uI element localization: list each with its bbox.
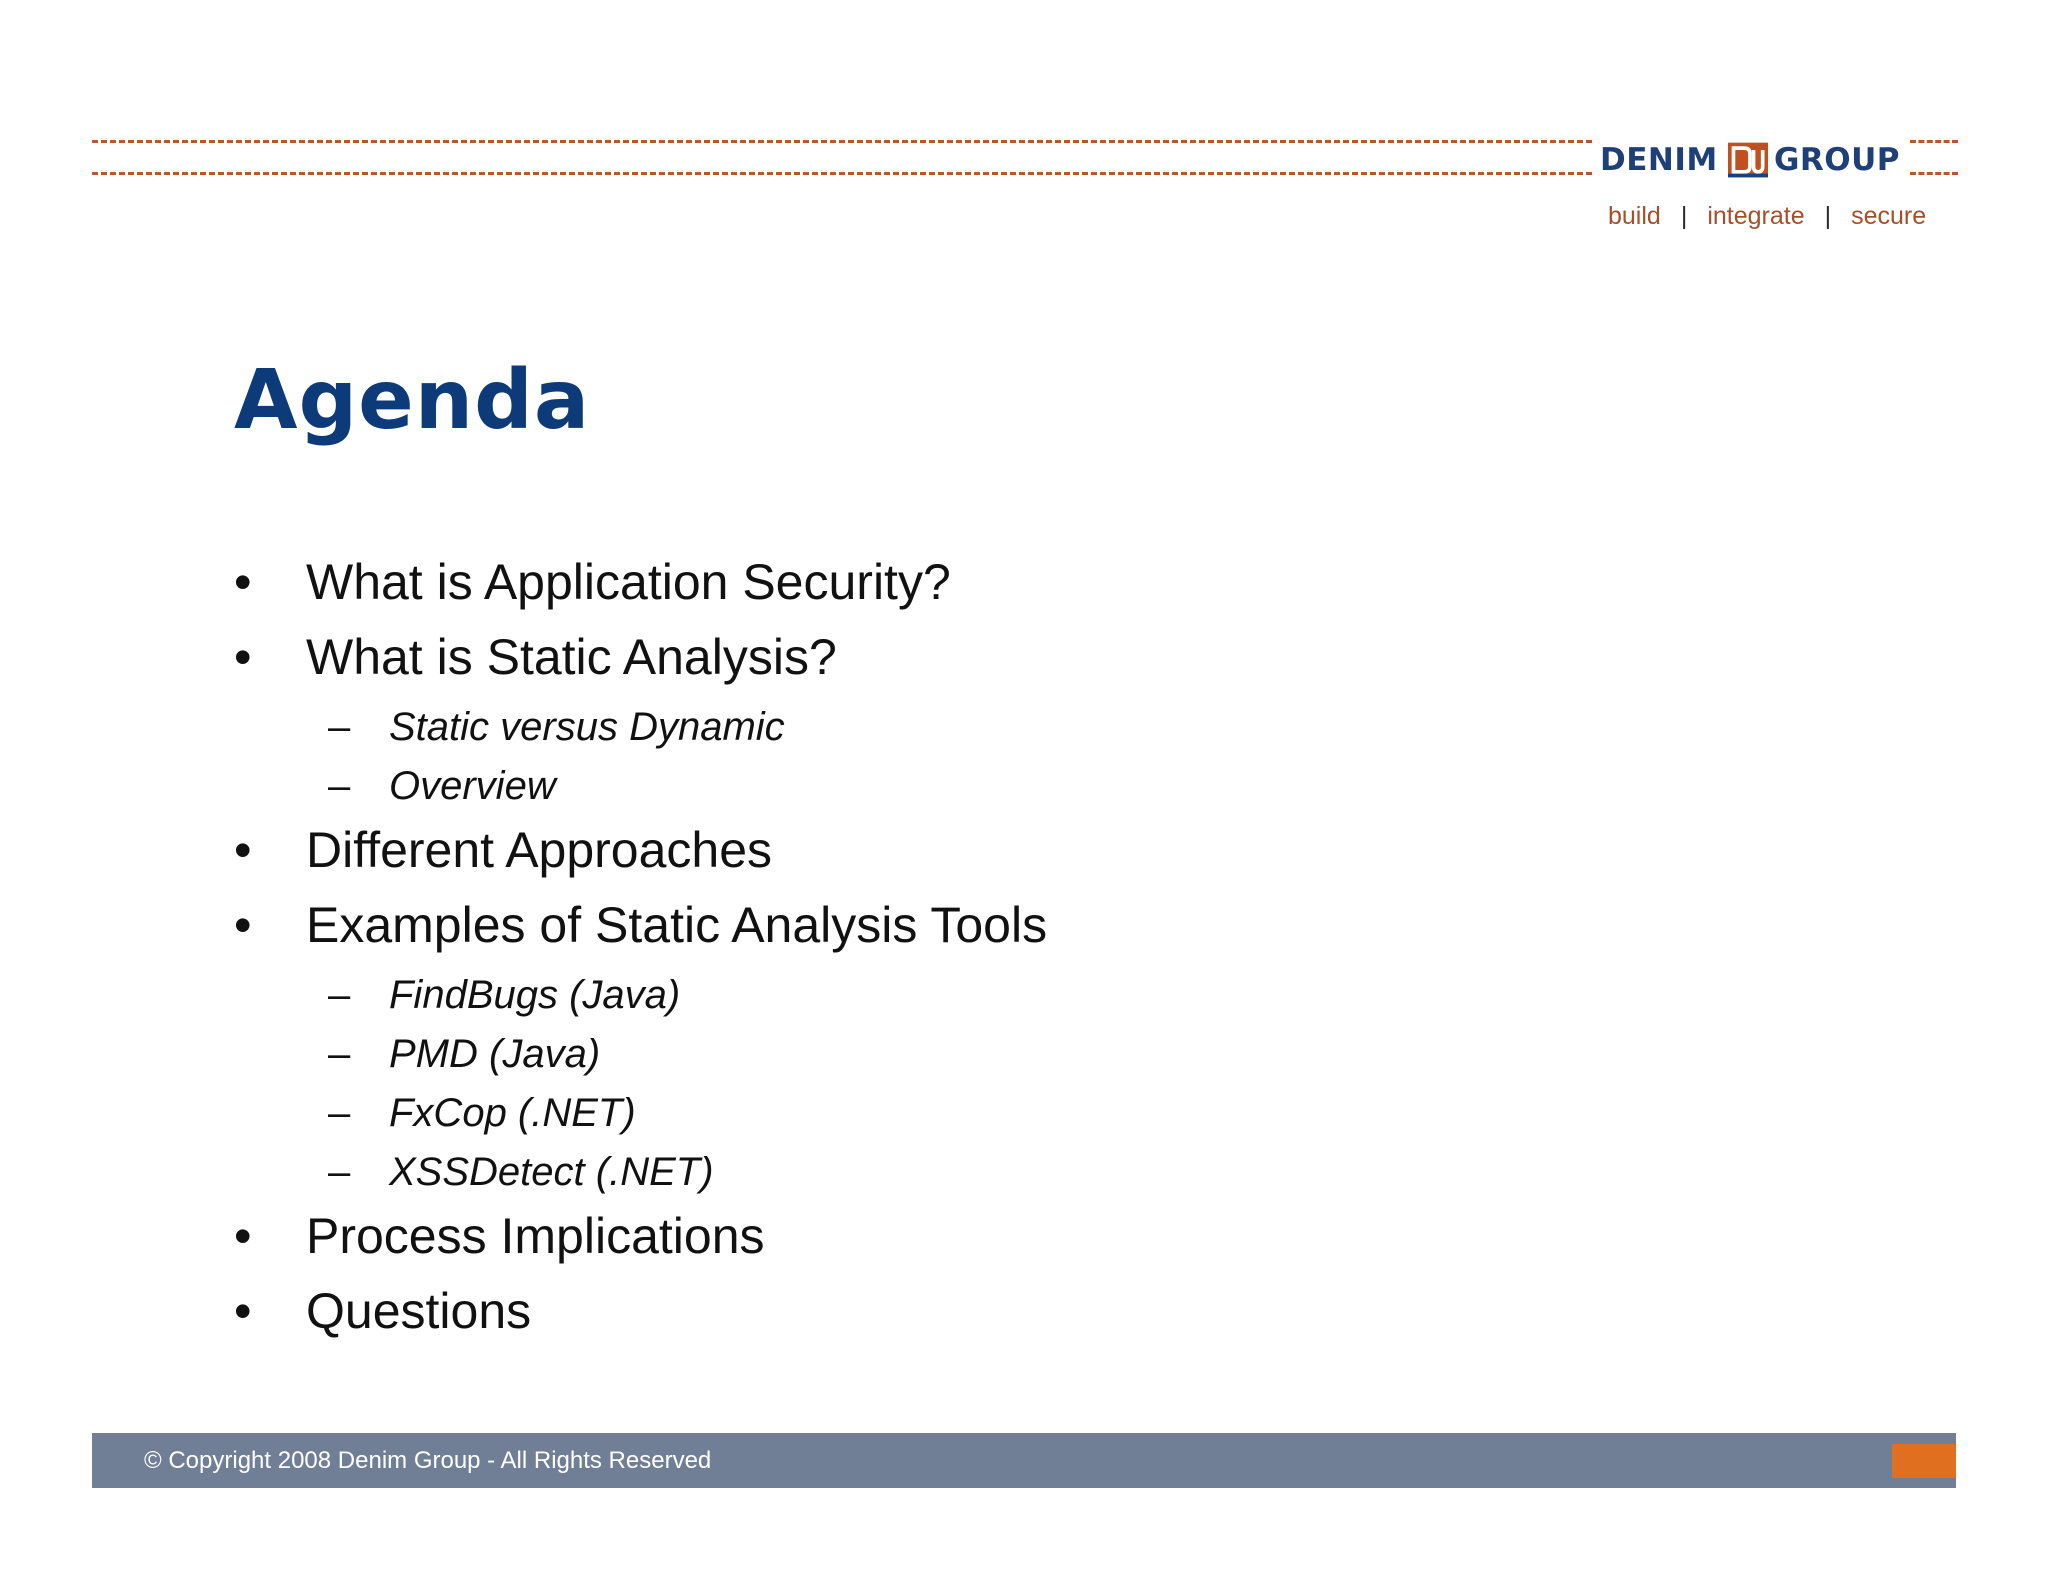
agenda-subitem xyxy=(234,970,1434,1029)
agenda-subitem xyxy=(234,702,1434,761)
dash-icon: – xyxy=(328,764,351,808)
agenda-subitem xyxy=(234,1088,1434,1147)
agenda-subitem-text: Overview xyxy=(389,764,556,808)
agenda-item-text: Questions xyxy=(306,1283,532,1339)
agenda-item-text: What is Static Analysis? xyxy=(306,629,837,685)
agenda-item-text: Different Approaches xyxy=(306,822,773,878)
bullet-icon: • xyxy=(234,897,252,953)
agenda-item xyxy=(234,1206,1434,1281)
agenda-subitem-text: FxCop (.NET) xyxy=(389,1091,636,1135)
denim-group-logo-icon xyxy=(1728,141,1768,179)
agenda-item xyxy=(234,820,1434,895)
tagline-integrate: integrate xyxy=(1707,201,1805,230)
header-rule-top xyxy=(92,140,1592,143)
agenda-item-text: Process Implications xyxy=(306,1208,765,1264)
footer-accent-block xyxy=(1892,1444,1956,1478)
agenda-subitem-text: PMD (Java) xyxy=(389,1032,601,1076)
footer-bar xyxy=(92,1433,1956,1488)
dash-icon: – xyxy=(328,1032,351,1076)
logo-word-denim: DENIM xyxy=(1600,142,1718,178)
agenda-item xyxy=(234,552,1434,627)
dash-icon: – xyxy=(328,705,351,749)
agenda-item-text: Examples of Static Analysis Tools xyxy=(306,897,1048,953)
copyright-text: © Copyright 2008 Denim Group - All Rights Reserved xyxy=(144,1447,712,1474)
tagline-separator: | xyxy=(1824,201,1832,230)
dash-icon: – xyxy=(328,1150,351,1194)
tagline-build: build xyxy=(1608,201,1661,230)
bullet-icon: • xyxy=(234,1283,252,1339)
agenda-item xyxy=(234,895,1434,970)
agenda-subitem-text: XSSDetect (.NET) xyxy=(389,1150,714,1194)
dash-icon: – xyxy=(328,1091,351,1135)
tagline-separator: | xyxy=(1680,201,1688,230)
tagline-secure: secure xyxy=(1851,201,1927,230)
agenda-item-text: What is Application Security? xyxy=(306,554,951,610)
slide-title: Agenda xyxy=(234,353,591,448)
agenda-list xyxy=(234,552,1434,1356)
header-rule-bottom-right xyxy=(1910,172,1958,175)
logo-word-group: GROUP xyxy=(1773,142,1900,178)
agenda-item xyxy=(234,627,1434,702)
dash-icon: – xyxy=(328,973,351,1017)
bullet-icon: • xyxy=(234,554,252,610)
tagline xyxy=(1608,198,1927,234)
agenda-subitem-text: Static versus Dynamic xyxy=(389,705,785,749)
agenda-subitem xyxy=(234,1029,1434,1088)
agenda-item xyxy=(234,1281,1434,1356)
agenda-subitem xyxy=(234,761,1434,820)
bullet-icon: • xyxy=(234,1208,252,1264)
header-rule-bottom xyxy=(92,172,1592,175)
denim-group-logo xyxy=(1600,138,1900,182)
header-rule-top-right xyxy=(1910,140,1958,143)
agenda-subitem-text: FindBugs (Java) xyxy=(389,973,681,1017)
bullet-icon: • xyxy=(234,822,252,878)
bullet-icon: • xyxy=(234,629,252,685)
agenda-subitem xyxy=(234,1147,1434,1206)
